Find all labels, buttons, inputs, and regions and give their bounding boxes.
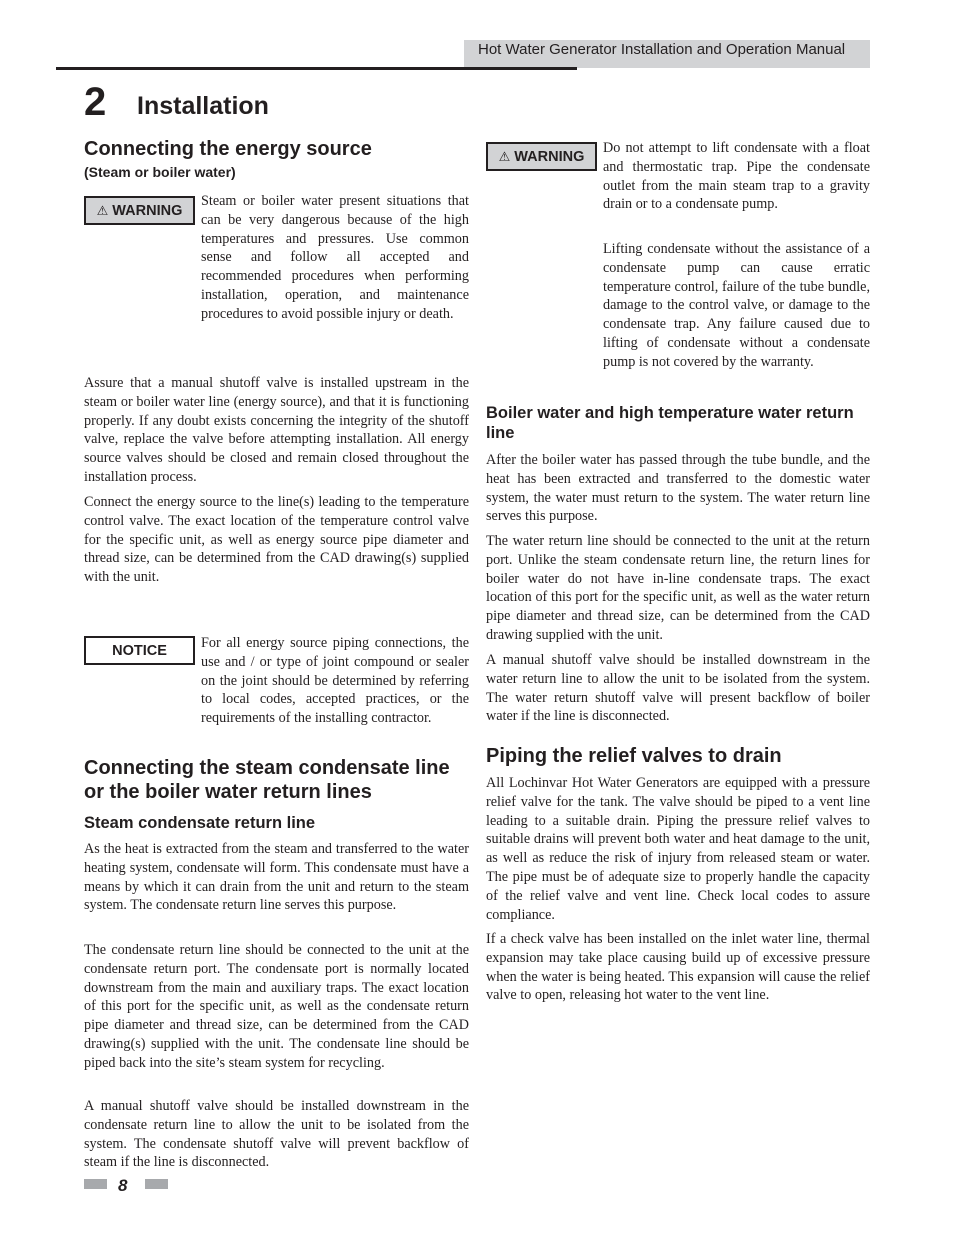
chapter-number: 2 bbox=[84, 80, 107, 124]
warning-triangle-icon: ⚠ bbox=[498, 148, 511, 164]
warning-triangle-icon: ⚠ bbox=[96, 202, 109, 218]
paragraph-relief-valve: All Lochinvar Hot Water Generators are equipped with a pressure relief valve for the tank. The valve should be piped to a vent line leading to a suitable drain. Piping the pressure relief valves to suitable drains will prevent both water and heat damage to the unit, as well as reduce the risk of injury from released steam or water. The pipe must be of adequate size to properly handle the capacity of the relief valve and vent line. Check local codes to assure compliance. bbox=[486, 775, 870, 923]
subheading-steam-or-boiler-water: (Steam or boiler water) bbox=[84, 164, 236, 180]
notice-label: NOTICE bbox=[112, 642, 167, 659]
subheading-steam-condensate-return: Steam condensate return line bbox=[84, 814, 316, 832]
warning-text-energy: Steam or boiler water present situations that can be very dangerous because of the high temperatures and pressures. Use common sense and follow all accepted and recommended procedures when performing installation, operation, and maintenance procedures to avoid possible injury or death. bbox=[201, 193, 469, 322]
warning-label: WARNING bbox=[112, 202, 183, 219]
warning-text-lifting-condensate: Lifting condensate without the assistance of a condensate pump can cause erratic temperature control, failure of the tube bundle, damage to the control valve, or damage to the condensate trap. Any failure caused due to lifting of condensate without a condensate pump is not covered by the warranty. bbox=[603, 241, 870, 370]
warning-badge-energy bbox=[84, 196, 195, 225]
heading-connecting-energy-source: Connecting the energy source bbox=[84, 138, 372, 160]
notice-text: For all energy source piping connections, the use and / or type of joint compound or sealer on the joint should be determined by referring to local codes, accepted practices, or the requirements of the installing contractor. bbox=[201, 635, 469, 727]
header-rule bbox=[56, 67, 577, 70]
paragraph-water-return-shutoff: A manual shutoff valve should be installed downstream in the water return line to allow the unit to be isolated from the system. The water return shutoff valve will present backflow of boiler water if the line is disconnected. bbox=[486, 652, 870, 725]
warning-label: WARNING bbox=[514, 148, 585, 165]
paragraph-boiler-water-return: After the boiler water has passed through the tube bundle, and the heat has been extracted and transferred to the domestic water system, the water must return to the system. The water return line serves this purpose. bbox=[486, 452, 870, 525]
heading-connecting-condensate-line: Connecting the steam condensate line or the boiler water return lines bbox=[84, 757, 450, 803]
paragraph-condensate-form: As the heat is extracted from the steam and transferred to the water heating system, condensate will form. This condensate must have a means by which it can drain from the unit and return to the steam system. The condensate return line serves this purpose. bbox=[84, 841, 469, 914]
paragraph-shutoff-valve: Assure that a manual shutoff valve is installed upstream in the steam or boiler water line (energy source), and that it is functioning properly. If any doubt exists concerning the integrity of the shutoff valve, replace the valve before attempting installation. All energy source valves should be closed and remain closed throughout the installation process. bbox=[84, 375, 469, 485]
warning-text-float-trap: Do not attempt to lift condensate with a float and thermostatic trap. Pipe the condensate outlet from the main steam trap to a gravity drain or to a condensate pump. bbox=[603, 140, 870, 213]
warning-badge-condensate bbox=[486, 142, 597, 171]
footer-block-left bbox=[84, 1179, 107, 1189]
notice-badge bbox=[84, 636, 195, 665]
paragraph-water-return-port: The water return line should be connected to the unit at the return port. Unlike the steam condensate return line, the return lines for boiler water do not have in-line condensate traps. The exact location of this port for the specific unit, as well as the water return pipe diameter and thread size, can be determined from the CAD drawing supplied with the unit. bbox=[486, 533, 870, 643]
heading-piping-relief-valves: Piping the relief valves to drain bbox=[486, 745, 782, 767]
paragraph-thermal-expansion: If a check valve has been installed on the inlet water line, thermal expansion may take place causing build up of excessive pressure when the water is being heated. This expansion will cause the relief valve to open, releasing hot water to the vent line. bbox=[486, 931, 870, 1004]
manual-title: Hot Water Generator Installation and Operation Manual bbox=[478, 41, 846, 58]
subheading-boiler-water-return: Boiler water and high temperature water return line bbox=[486, 404, 854, 442]
footer-block-right bbox=[145, 1179, 168, 1189]
paragraph-condensate-port: The condensate return line should be connected to the unit at the condensate return port. The condensate port is normally located downstream from the main and auxiliary traps. The exact location of this port for the specific unit, as well as the condensate return pipe diameter and thread size, can be determined from the CAD drawing(s) supplied with the unit. The condensate line should be piped back into the site’s steam system for recycling. bbox=[84, 942, 469, 1071]
paragraph-connect-energy-source: Connect the energy source to the line(s) leading to the temperature control valve. The exact location of the temperature control valve for the specific unit, as well as energy source pipe diameter and thread size, can be determined from the CAD drawing(s) supplied with the unit. bbox=[84, 494, 469, 586]
chapter-title: Installation bbox=[137, 92, 269, 120]
page-number: 8 bbox=[118, 1176, 128, 1195]
paragraph-condensate-shutoff: A manual shutoff valve should be installed downstream in the condensate return line to allow the unit to be isolated from the system. The condensate shutoff valve will prevent backflow of steam if the line is disconnected. bbox=[84, 1098, 469, 1171]
